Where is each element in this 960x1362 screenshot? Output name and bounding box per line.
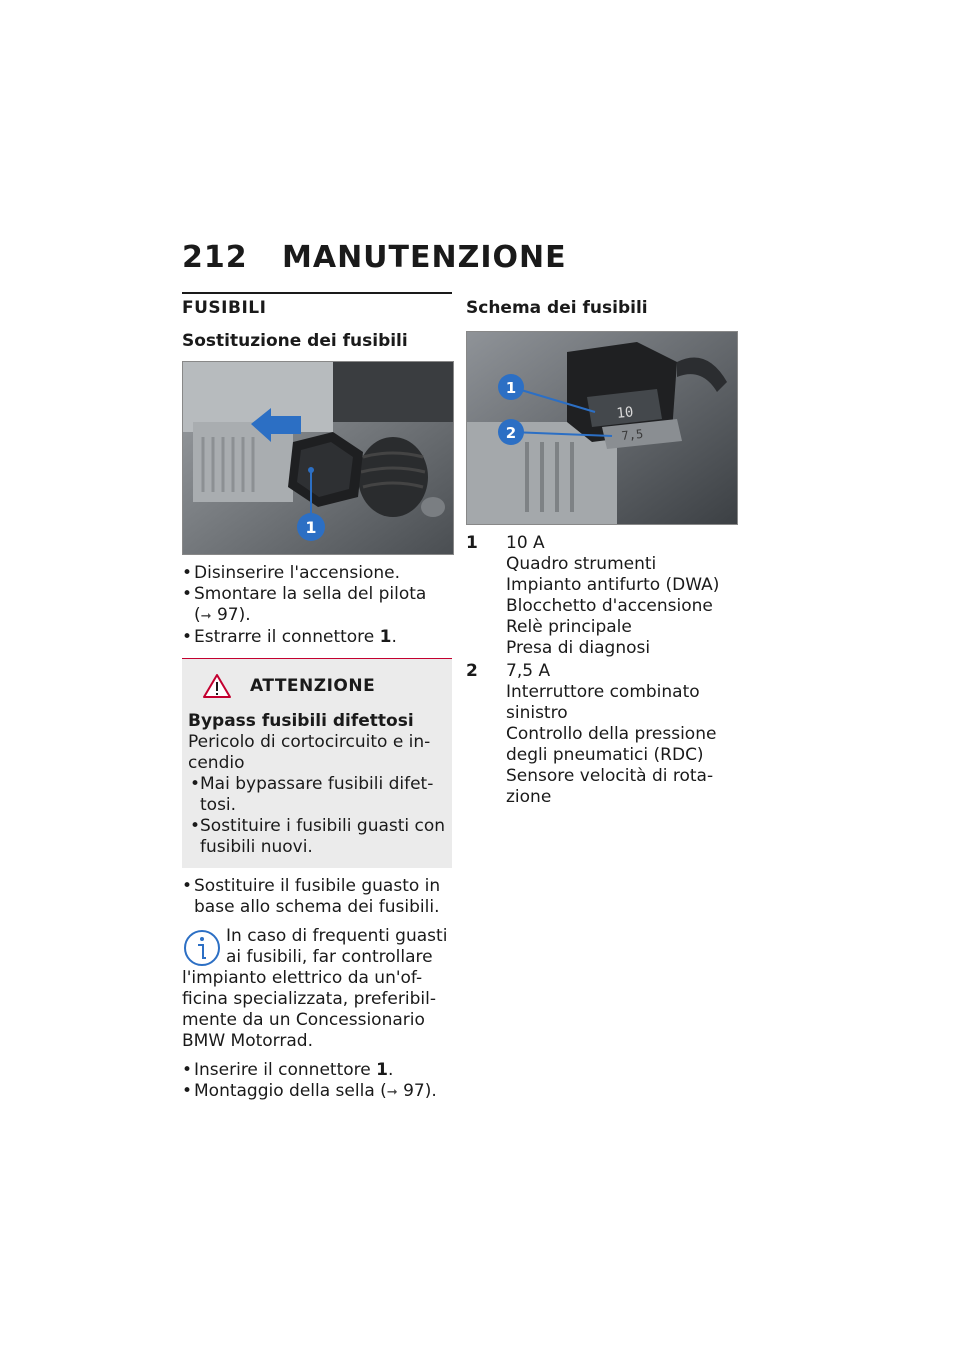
step-item: • Estrarre il connettore 1.: [182, 627, 452, 648]
warning-triangle-icon: [202, 673, 232, 699]
warning-item: • Mai bypassare fusibili difet-tosi.: [188, 774, 446, 816]
fuse-legend: [466, 533, 740, 808]
legend-number: 1: [466, 533, 478, 553]
warning-list: [188, 774, 446, 858]
step-item: • Sostituire il fusibile guasto in base allo schema dei fusibili.: [182, 876, 452, 918]
section-title: FUSIBILI: [182, 298, 267, 318]
warning-item: • Sostituire i fusibili guasti con fusibili nuovi.: [188, 816, 446, 858]
subsection-title: Sostituzione dei fusibili: [182, 331, 408, 351]
callout-2: 2: [505, 424, 517, 442]
legend-number: 2: [466, 661, 478, 681]
warning-title: ATTENZIONE: [250, 675, 376, 696]
page-number: 212: [182, 240, 248, 275]
info-note: [182, 926, 452, 1052]
steps-list: [182, 1060, 452, 1103]
steps-list: [182, 563, 452, 648]
chapter-title: MANUTENZIONE: [282, 240, 567, 275]
step-item: • Smontare la sella del pilota (➞ 97).: [182, 584, 452, 627]
fuse-label-10: 10: [615, 404, 635, 422]
warning-subtitle: Bypass fusibili difettosi: [188, 711, 414, 731]
left-column: [182, 292, 452, 1103]
warning-box: [182, 658, 452, 868]
arrow-reference-icon: ➞: [386, 1085, 398, 1100]
section-divider: [182, 292, 452, 319]
legend-item: 2 7,5 A Interruttore combinato sinistro Controllo della pressione degli pneumatici (RDC) Sensore velocità di rota-zione: [466, 661, 717, 807]
warning-heading: [188, 673, 446, 699]
page-reference[interactable]: ➞ 97).: [386, 1081, 437, 1101]
fuse-removal-illustration: [183, 362, 453, 554]
note-text: In caso di frequenti guasti ai fusibili, far controllare l'impianto elettrico da un'of-ficina specializzata, preferibil-mente da un Concessionario BMW Motorrad.: [182, 926, 448, 1051]
steps-list: [182, 876, 452, 918]
warning-text: Pericolo di cortocircuito e in-cendio: [188, 732, 431, 773]
step-item: • Disinserire l'accensione.: [182, 563, 452, 584]
step-item: • Montaggio della sella (➞ 97).: [182, 1081, 452, 1103]
callout-1: 1: [505, 379, 517, 397]
arrow-reference-icon: ➞: [200, 609, 212, 624]
fuse-chart-photo: [466, 331, 738, 525]
page-reference[interactable]: (➞ 97).: [194, 605, 251, 625]
fuse-label-7-5: 7,5: [620, 426, 644, 443]
info-icon: [182, 928, 222, 968]
fuse-chart-illustration: [467, 332, 737, 524]
right-column: [466, 292, 740, 810]
fuse-chart-title: Schema dei fusibili: [466, 298, 648, 318]
step-item: • Inserire il connettore 1.: [182, 1060, 452, 1081]
legend-item: 1 10 A Quadro strumenti Impianto antifurto (DWA) Blocchetto d'accensione Relè principale Presa di diagnosi: [466, 533, 720, 658]
callout-1: 1: [305, 518, 317, 537]
fuse-removal-photo: [182, 361, 454, 555]
